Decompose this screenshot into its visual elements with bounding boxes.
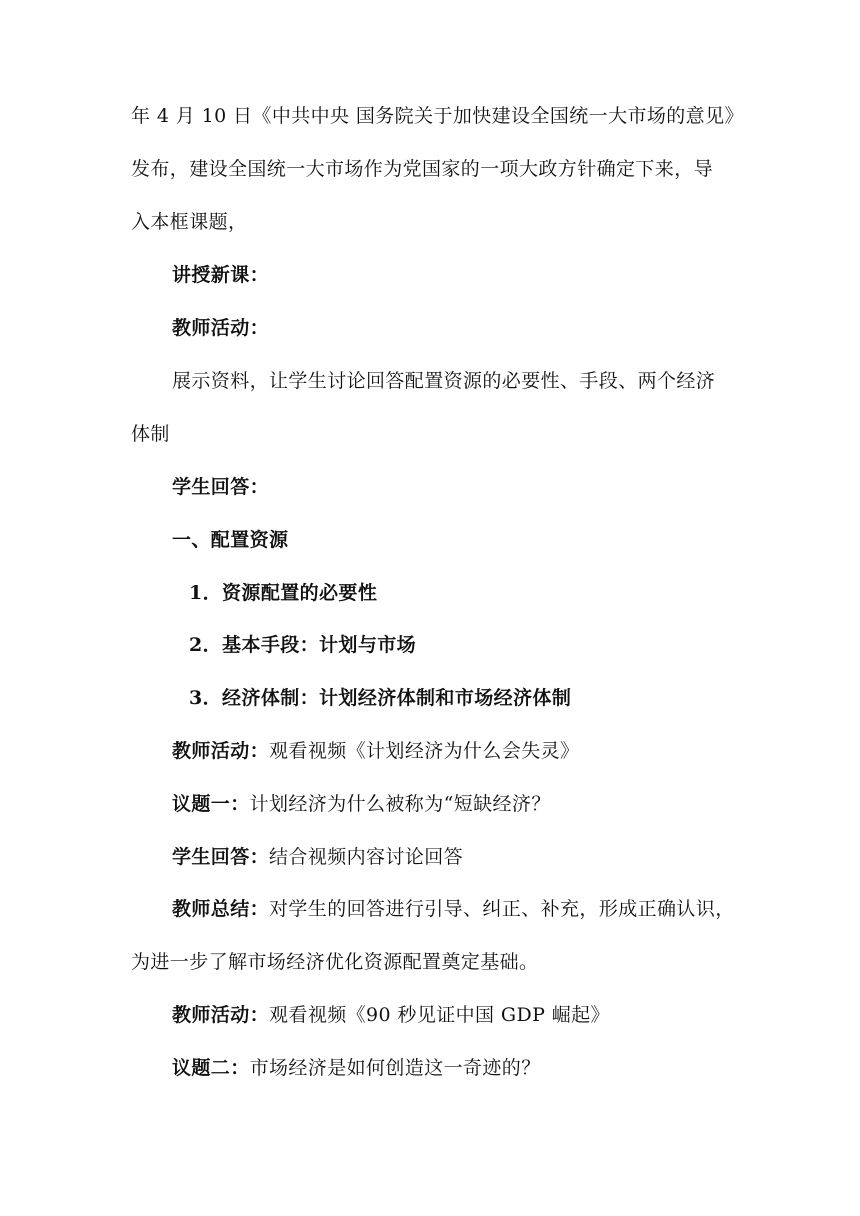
outline-item: 2．基本手段：计划与市场 (189, 634, 417, 656)
activity-line (172, 1002, 610, 1028)
teacher-summary-line (172, 896, 735, 922)
activity-text: 观看视频《计划经济为什么会失灵》 (269, 740, 580, 762)
topic-line (172, 791, 551, 817)
topic-line (172, 1055, 541, 1081)
outline-heading: 一、配置资源 (172, 529, 289, 551)
paragraph-line: 入本框课题， (131, 211, 248, 233)
paragraph-line: 发布，建设全国统一大市场作为党国家的一项大政方针确定下来，导 (131, 158, 714, 180)
paragraph-line: 年 4 月 10 日《中共中央 国务院关于加快建设全国统一大市场的意见》 (131, 105, 744, 127)
activity-line (172, 738, 579, 764)
activity-label: 教师活动： (172, 1004, 270, 1026)
topic-text: 市场经济是如何创造这一奇迹的？ (249, 1057, 541, 1079)
topic-text: 计划经济为什么被称为“短缺经济？ (249, 793, 551, 815)
topic-label: 议题一： (172, 793, 250, 815)
topic-label: 议题二： (172, 1057, 250, 1079)
section-heading: 讲授新课： (172, 264, 270, 286)
outline-item: 1．资源配置的必要性 (189, 582, 378, 604)
student-answer-label: 学生回答： (172, 846, 270, 868)
teacher-summary-text: 对学生的回答进行引导、纠正、补充，形成正确认识， (269, 898, 735, 920)
outline-item: 3．经济体制：计划经济体制和市场经济体制 (189, 687, 572, 709)
paragraph-line: 展示资料，让学生讨论回答配置资源的必要性、手段、两个经济 (172, 370, 716, 392)
activity-text: 观看视频《90 秒见证中国 GDP 崛起》 (269, 1004, 610, 1026)
teacher-summary-label: 教师总结： (172, 898, 270, 920)
section-heading: 教师活动： (172, 317, 270, 339)
student-answer-text: 结合视频内容讨论回答 (269, 846, 464, 868)
student-answer-line (172, 844, 463, 870)
activity-label: 教师活动： (172, 740, 270, 762)
paragraph-line: 体制 (131, 423, 170, 445)
section-heading: 学生回答： (172, 476, 270, 498)
teacher-summary-continuation: 为进一步了解市场经济优化资源配置奠定基础。 (131, 951, 539, 973)
